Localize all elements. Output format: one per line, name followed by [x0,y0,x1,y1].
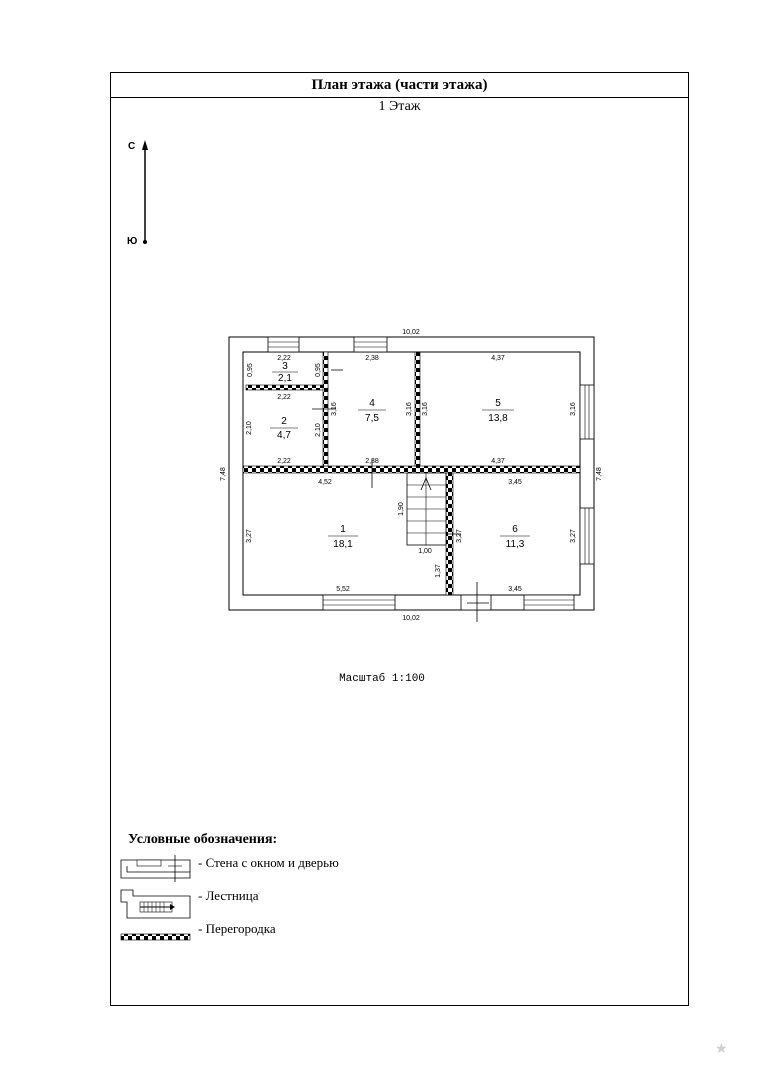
watermark-icon: ★ [715,1040,728,1056]
room-2-number: 2 [281,416,287,427]
dim-right-total: 7,48 [596,467,603,481]
dim-r1-top: 4,52 [318,479,332,486]
dim-corridor: 1,37 [435,564,442,578]
dim-bottom-total: 10,02 [402,615,420,622]
room-1-area: 18,1 [333,539,353,550]
dim-r4-bottom: 2,38 [365,458,379,465]
dim-r2-bottom: 2,22 [277,458,291,465]
dim-r2-right: 2,10 [315,423,322,437]
dim-r6-top: 3,45 [508,479,522,486]
dim-r6-bottom: 3,45 [508,586,522,593]
dim-r3-top: 2,22 [277,355,291,362]
dim-left-total: 7,48 [220,467,227,481]
dim-r5-top: 4,37 [491,355,505,362]
room-4-number: 4 [369,398,375,409]
room-5-number: 5 [495,398,501,409]
window-bottom-right [524,595,574,610]
room-2-area: 4,7 [277,430,291,441]
dim-r4-top: 2,38 [365,355,379,362]
dim-r2-left: 2,10 [246,421,253,435]
entrance-door-icon [461,582,491,622]
compass-arrow-icon [142,140,148,244]
dim-top-total: 10,02 [402,329,420,336]
scale-label: Масштаб 1:100 [339,673,425,685]
dim-stair-width: 1,00 [418,548,432,555]
dim-r6-left: 3,27 [456,529,463,543]
legend-partition-icon [121,934,190,940]
legend-stair-icon [121,890,190,918]
page-title: План этажа (части этажа) [111,73,688,98]
dim-r4-right: 3,16 [406,402,413,416]
dim-r3-left: 0,95 [247,363,254,377]
legend-wall-window-door-icon [121,855,190,882]
dim-r1-bottom: 5,52 [336,586,350,593]
window-right-upper [580,385,594,439]
staircase-icon [407,473,446,545]
dim-r6-right: 3,27 [570,529,577,543]
dim-r5-left: 3,16 [422,402,429,416]
window-top-middle [354,337,387,352]
dim-r3-right: 0,95 [315,363,322,377]
window-bottom-left [323,595,395,610]
window-right-lower [580,508,594,564]
dim-r5-right: 3,16 [570,402,577,416]
dim-r4-left: 3,16 [331,402,338,416]
room-1-number: 1 [340,524,346,535]
compass-north: С [128,141,136,152]
room-3-number: 3 [282,361,288,372]
dim-stair-height: 1,90 [398,502,405,516]
room-4-area: 7,5 [365,413,379,424]
floor-label: 1 Этаж [378,99,421,114]
legend-partition-label: - Перегородка [198,921,276,936]
room-3-area: 2,1 [278,373,292,384]
room-6-area: 11,3 [505,539,525,550]
room-5-area: 13,8 [488,413,508,424]
room-6-number: 6 [512,524,518,535]
dim-r5-bottom: 4,37 [491,458,505,465]
legend-title: Условные обозначения: [128,832,278,847]
dim-r2-top: 2,22 [277,394,291,401]
window-top-left [268,337,299,352]
legend-wall-label: - Стена с окном и дверью [198,855,339,870]
legend-stair-label: - Лестница [198,888,259,903]
dim-r1-height: 3,27 [246,529,253,543]
compass-south: Ю [127,236,138,247]
